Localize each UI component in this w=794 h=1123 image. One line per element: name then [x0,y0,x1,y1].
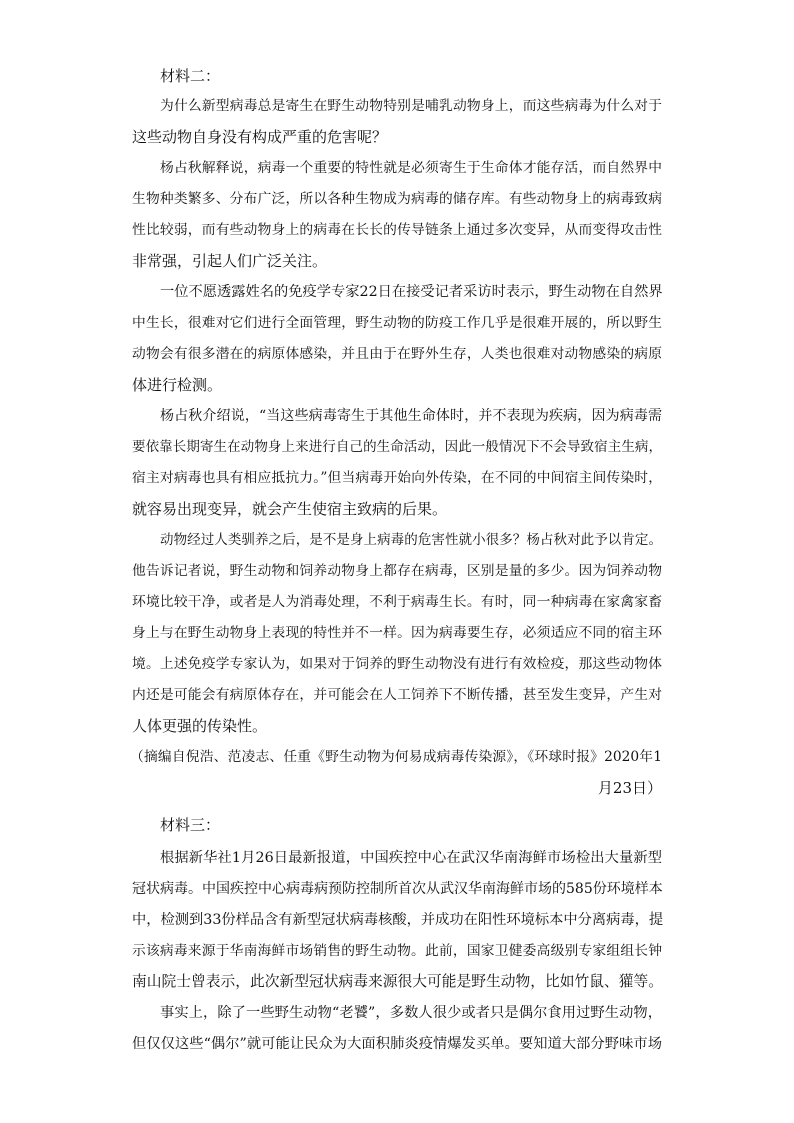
section-heading-material-3: 材料三： [160,816,221,834]
paragraph-line: 中，检测到33份样品含有新型冠状病毒核酸，并成功在阳性环境标本中分离病毒，提 [132,912,664,928]
paragraph-line: 示该病毒来源于华南海鲜市场销售的野生动物。此前，国家卫健委高级别专家组组长钟 [132,943,662,959]
paragraph-line: 性比较弱，而有些动物身上的病毒在长长的传导链条上通过多次变异，从而变得攻击性 [132,222,662,238]
paragraph-line: 内还是可能会有病原体存在，并可能会在人工饲养下不断传播，甚至发生变异，产生对 [132,687,662,703]
paragraph-line: 动物会有很多潜在的病原体感染，并且由于在野外生存，人类也很难对动物感染的病原 [132,346,662,362]
paragraph-line: 南山院士曾表示，此次新型冠状病毒来源很大可能是野生动物，比如竹鼠、獾等。 [132,973,663,990]
paragraph-line: 中生长，很难对它们进行全面管理，野生动物的防疫工作几乎是很难开展的，所以野生 [132,315,662,331]
paragraph-line: 非常强，引起人们广泛关注。 [132,252,328,270]
paragraph-line: 生物种类繁多、分布广泛，所以各种生物成为病毒的储存库。有些动物身上的病毒致病 [132,191,662,207]
paragraph-line: 他告诉记者说，野生动物和饲养动物身上都存在病毒，区别是量的多少。因为饲养动物 [132,563,662,579]
paragraph-line: 要依靠长期寄生在动物身上来进行自己的生命活动，因此一般情况下不会导致宿主生病， [132,439,662,455]
paragraph-line: 但仅仅这些“偶尔”就可能让民众为大面积肺炎疫情爆发买单。要知道大部分野味市场 [132,1036,662,1052]
paragraph-line: 一位不愿透露姓名的免疫学专家22日在接受记者采访时表示，野生动物在自然界 [160,284,663,300]
paragraph-line: 境。上述免疫学专家认为，如果对于饲养的野生动物没有进行有效检疫，那这些动物体 [132,656,662,672]
section-heading-material-2: 材料二： [160,67,221,85]
source-citation-end: 月23日） [597,779,662,797]
paragraph-line: 事实上，除了一些野生动物“老饕”，多数人很少或者只是偶尔食用过野生动物， [160,1005,662,1021]
source-citation: （摘编自倪浩、范凌志、任重《野生动物为何易成病毒传染源》，《环球时报》2020年1 [130,749,662,765]
paragraph-line: 为什么新型病毒总是寄生在野生动物特别是哺乳动物身上，而这些病毒为什么对于 [160,98,662,114]
paragraph-line: 动物经过人类驯养之后，是不是身上病毒的危害性就小很多？杨占秋对此予以肯定。 [160,532,662,548]
paragraph-line: 杨占秋介绍说，“当这些病毒寄生于其他生命体时，并不表现为疾病，因为病毒需 [160,408,662,424]
paragraph-line: 环境比较干净，或者是人为消毒处理，不利于病毒生长。有时，同一种病毒在家禽家畜 [132,594,662,610]
paragraph-line: 杨占秋解释说，病毒一个重要的特性就是必须寄生于生命体才能存活，而自然界中 [160,160,662,176]
paragraph-line: 体进行检测。 [132,376,223,394]
paragraph-line: 身上与在野生动物身上表现的特性并不一样。因为病毒要生存，必须适应不同的宿主环 [132,625,662,641]
paragraph-line: 就容易出现变异，就会产生使宿主致病的后果。 [132,500,448,518]
paragraph-line: 这些动物自身没有构成严重的危害呢？ [132,128,388,146]
paragraph-line: 冠状病毒。中国疾控中心病毒病预防控制所首次从武汉华南海鲜市场的585份环境样本 [132,881,663,897]
paragraph-line: 宿主对病毒也具有相应抵抗力。”但当病毒开始向外传染，在不同的中间宿主间传染时， [132,470,662,486]
paragraph-line: 人体更强的传染性。 [132,717,268,735]
paragraph-line: 根据新华社1月26日最新报道，中国疾控中心在武汉华南海鲜市场检出大量新型 [160,850,662,866]
